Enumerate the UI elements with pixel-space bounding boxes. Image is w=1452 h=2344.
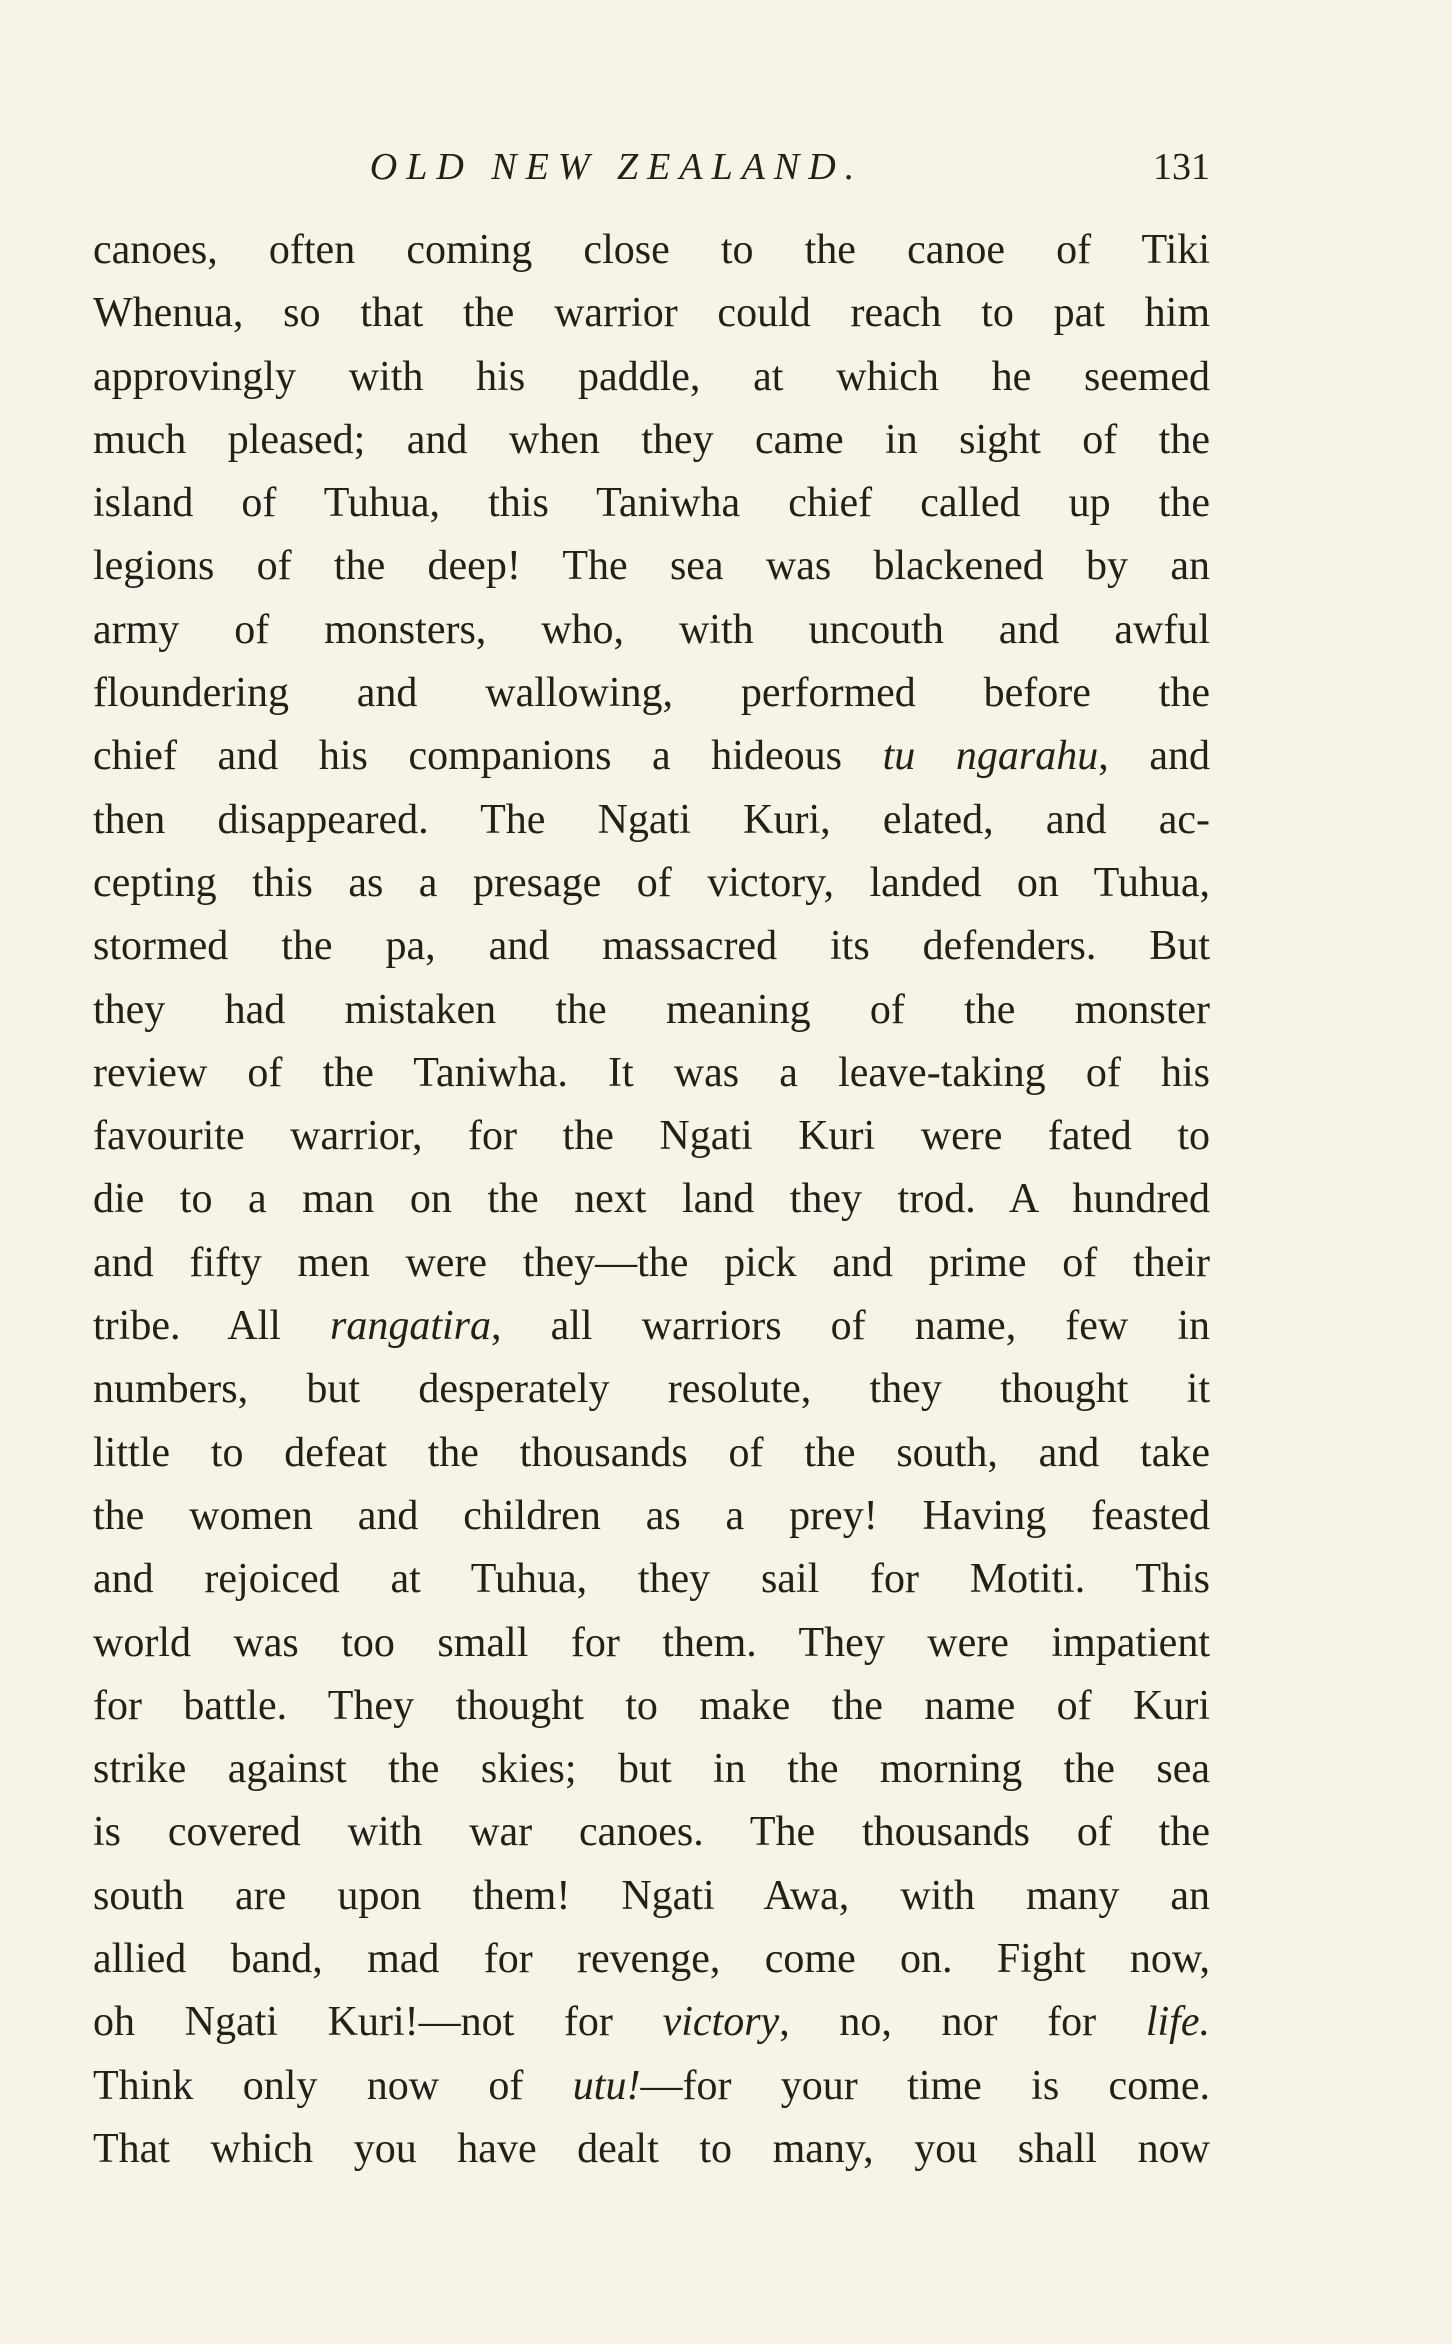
text-run: the women and children as a prey! Having feasted	[93, 1492, 1210, 1539]
text-run: review of the Taniwha. It was a leave-taking of his	[93, 1049, 1210, 1096]
text-run: cepting this as a presage of victory, landed on Tuhua,	[93, 859, 1210, 906]
text-line	[93, 1865, 1210, 1928]
text-line	[93, 472, 1210, 535]
running-title: OLD NEW ZEALAND.	[369, 146, 864, 188]
text-line	[93, 1738, 1210, 1801]
italic-text: utu!	[572, 2062, 641, 2109]
text-run: numbers, but desperately resolute, they thought it	[93, 1366, 1210, 1413]
text-run: favourite warrior, for the Ngati Kuri were fated to	[93, 1113, 1210, 1160]
text-line	[93, 1991, 1210, 2054]
text-line	[93, 662, 1210, 725]
text-line	[93, 1168, 1210, 1231]
text-run: stormed the pa, and massacred its defenders. But	[93, 923, 1210, 970]
text-run: floundering and wallowing, performed before the	[93, 670, 1210, 717]
text-run: army of monsters, who, with uncouth and awful	[93, 606, 1210, 653]
text-run: they had mistaken the meaning of the monster	[93, 986, 1210, 1033]
text-line	[93, 1105, 1210, 1168]
text-line	[93, 979, 1210, 1042]
body-text	[93, 219, 1210, 2181]
text-line	[93, 1042, 1210, 1105]
text-line	[93, 725, 1210, 788]
text-line	[93, 282, 1210, 345]
text-run: island of Tuhua, this Taniwha chief called up the	[93, 480, 1210, 527]
text-run: , all warriors of name, few in	[491, 1303, 1210, 1350]
text-run: tribe. All	[93, 1303, 330, 1350]
text-line	[93, 789, 1210, 852]
text-run: approvingly with his paddle, at which he seemed	[93, 353, 1210, 400]
text-run: die to a man on the next land they trod. A hundred	[93, 1176, 1210, 1223]
text-run: is covered with war canoes. The thousands of the	[93, 1809, 1210, 1856]
text-run: canoes, often coming close to the canoe of Tiki	[93, 227, 1210, 273]
italic-text: life.	[1145, 1999, 1210, 2046]
text-line	[93, 852, 1210, 915]
text-line	[93, 535, 1210, 598]
text-run: world was too small for them. They were impatient	[93, 1619, 1210, 1666]
text-line	[93, 2055, 1210, 2118]
text-line	[93, 1548, 1210, 1611]
italic-text: rangatira	[329, 1303, 492, 1350]
text-line	[93, 346, 1210, 409]
text-run: south are upon them! Ngati Awa, with many an	[93, 1872, 1210, 1919]
text-line	[93, 219, 1210, 282]
running-head	[93, 142, 1210, 192]
text-line	[93, 1928, 1210, 1991]
italic-text: victory	[662, 1999, 780, 2046]
text-run: strike against the skies; but in the morning the sea	[93, 1746, 1210, 1793]
text-line	[93, 1358, 1210, 1421]
text-run: legions of the deep! The sea was blackened by an	[93, 543, 1210, 590]
text-line	[93, 2118, 1210, 2181]
text-line	[93, 1232, 1210, 1295]
text-run: —for your time is come.	[640, 2062, 1211, 2109]
page-number: 131	[1153, 146, 1210, 188]
italic-text: tu ngarahu	[882, 733, 1099, 780]
text-line	[93, 1295, 1210, 1358]
text-run: for battle. They thought to make the name of Kuri	[93, 1682, 1210, 1729]
text-line	[93, 409, 1210, 472]
text-run: little to defeat the thousands of the south, and take	[93, 1429, 1210, 1476]
text-line	[93, 1422, 1210, 1485]
text-run: Think only now of	[93, 2062, 573, 2109]
text-line	[93, 599, 1210, 662]
text-line	[93, 1801, 1210, 1864]
text-run: then disappeared. The Ngati Kuri, elated, and ac-	[93, 796, 1210, 843]
text-run: chief and his companions a hideous	[93, 733, 883, 780]
text-run: and fifty men were they—the pick and prime of their	[93, 1239, 1210, 1286]
text-line	[93, 915, 1210, 978]
text-line	[93, 1675, 1210, 1738]
text-run: much pleased; and when they came in sight of the	[93, 416, 1210, 463]
text-run: allied band, mad for revenge, come on. Fight now,	[93, 1936, 1210, 1983]
text-run: That which you have dealt to many, you shall now	[93, 2125, 1210, 2172]
text-run: oh Ngati Kuri!—not for	[93, 1999, 663, 2046]
text-run: , no, nor for	[779, 1999, 1146, 2046]
text-line	[93, 1485, 1210, 1548]
text-run: Whenua, so that the warrior could reach to pat him	[93, 290, 1210, 337]
text-run: , and	[1098, 733, 1210, 780]
text-line	[93, 1612, 1210, 1675]
text-run: and rejoiced at Tuhua, they sail for Motiti. This	[93, 1556, 1210, 1603]
